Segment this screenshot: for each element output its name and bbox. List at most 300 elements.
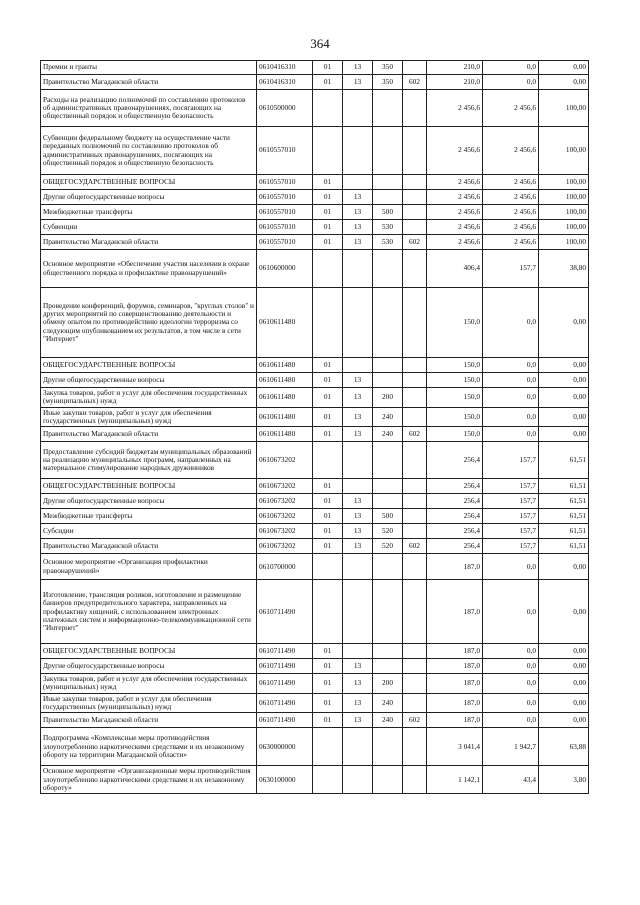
row-percent: 61,51 [539, 442, 589, 479]
row-section: 01 [313, 373, 343, 388]
row-percent: 0,00 [539, 288, 589, 358]
row-expense-type [373, 190, 403, 205]
row-code: 0610557010 [257, 220, 313, 235]
row-subsection [343, 580, 373, 644]
row-name: Субвенции [41, 220, 257, 235]
row-fact-amount: 157,7 [483, 479, 539, 494]
row-plan-amount: 256,4 [427, 524, 483, 539]
row-fact-amount: 0,0 [483, 288, 539, 358]
row-fact-amount: 1 942,7 [483, 728, 539, 766]
row-subsection [343, 554, 373, 580]
row-percent: 38,80 [539, 250, 589, 288]
row-code: 0610557010 [257, 205, 313, 220]
row-percent: 0,00 [539, 407, 589, 427]
row-section: 01 [313, 407, 343, 427]
row-fact-amount: 157,7 [483, 509, 539, 524]
row-admin-code [403, 90, 427, 127]
row-admin-code [403, 61, 427, 75]
row-name: Межбюджетные трансферты [41, 205, 257, 220]
row-section: 01 [313, 220, 343, 235]
row-plan-amount: 256,4 [427, 494, 483, 509]
row-code: 0610673202 [257, 494, 313, 509]
row-subsection: 13 [343, 61, 373, 75]
row-code: 0610557010 [257, 127, 313, 175]
row-plan-amount: 2 456,6 [427, 175, 483, 190]
row-code: 0610611480 [257, 427, 313, 442]
table-row [41, 509, 589, 524]
row-percent: 61,51 [539, 539, 589, 554]
row-section [313, 554, 343, 580]
row-admin-code [403, 509, 427, 524]
row-subsection: 13 [343, 205, 373, 220]
row-section: 01 [313, 693, 343, 713]
row-admin-code [403, 127, 427, 175]
row-percent: 0,00 [539, 659, 589, 674]
row-admin-code [403, 580, 427, 644]
row-subsection: 13 [343, 509, 373, 524]
row-section [313, 580, 343, 644]
row-fact-amount: 2 456,6 [483, 127, 539, 175]
row-percent: 3,80 [539, 766, 589, 794]
table-row [41, 358, 589, 373]
row-expense-type [373, 766, 403, 794]
page-number: 364 [310, 36, 330, 51]
row-code: 0610500000 [257, 90, 313, 127]
row-name: ОБЩЕГОСУДАРСТВЕННЫЕ ВОПРОСЫ [41, 644, 257, 659]
row-section [313, 288, 343, 358]
row-code: 0610711490 [257, 693, 313, 713]
row-section: 01 [313, 190, 343, 205]
row-expense-type [373, 442, 403, 479]
row-code: 0610600000 [257, 250, 313, 288]
row-plan-amount: 256,4 [427, 509, 483, 524]
row-name: ОБЩЕГОСУДАРСТВЕННЫЕ ВОПРОСЫ [41, 479, 257, 494]
row-percent: 0,00 [539, 75, 589, 90]
row-plan-amount: 2 456,6 [427, 235, 483, 250]
row-percent: 100,00 [539, 205, 589, 220]
row-percent: 61,51 [539, 524, 589, 539]
row-fact-amount: 157,7 [483, 524, 539, 539]
row-fact-amount: 157,7 [483, 250, 539, 288]
table-row [41, 127, 589, 175]
row-fact-amount: 2 456,6 [483, 90, 539, 127]
row-name: ОБЩЕГОСУДАРСТВЕННЫЕ ВОПРОСЫ [41, 358, 257, 373]
row-subsection: 13 [343, 659, 373, 674]
row-plan-amount: 187,0 [427, 554, 483, 580]
row-name: Правительство Магаданской области [41, 235, 257, 250]
row-name: Проведение конференций, форумов, семинаров, "круглых столов" и других мероприятий по совершенствованию деятельности и обмену опытом по противодействию идеологии терроризма со следующим опубликованием их результатов, в том числе в сети "Интернет" [41, 288, 257, 358]
row-admin-code: 602 [403, 539, 427, 554]
row-name: Закупка товаров, работ и услуг для обеспечения государственных (муниципальных) нужд [41, 388, 257, 408]
row-expense-type [373, 728, 403, 766]
row-plan-amount: 150,0 [427, 373, 483, 388]
row-code: 0610673202 [257, 524, 313, 539]
row-code: 0610611480 [257, 407, 313, 427]
row-code: 0610416310 [257, 75, 313, 90]
row-name: Основное мероприятие «Организационные меры противодействия злоупотреблению наркотическими средствами и их незаконному обороту» [41, 766, 257, 794]
row-section: 01 [313, 205, 343, 220]
row-code: 0610673202 [257, 509, 313, 524]
row-section [313, 127, 343, 175]
row-section [313, 766, 343, 794]
row-percent: 0,00 [539, 427, 589, 442]
row-fact-amount: 0,0 [483, 61, 539, 75]
row-name: Основное мероприятие «Обеспечение участия населения в охране общественного порядка и профилактике правонарушений» [41, 250, 257, 288]
row-percent: 100,00 [539, 220, 589, 235]
row-percent: 0,00 [539, 388, 589, 408]
row-name: Изготовление, трансляция роликов, изготовление и размещение баннеров предупредительного характера, направленных на профилактику хищений, с использованием электронных платежных систем и информационно-телекоммуникационной сети "Интернет" [41, 580, 257, 644]
row-expense-type: 520 [373, 539, 403, 554]
row-expense-type: 240 [373, 407, 403, 427]
row-name: Премии и гранты [41, 61, 257, 75]
row-subsection [343, 442, 373, 479]
row-admin-code [403, 693, 427, 713]
row-percent: 100,00 [539, 175, 589, 190]
row-code: 0610557010 [257, 175, 313, 190]
row-expense-type: 500 [373, 205, 403, 220]
table-row [41, 693, 589, 713]
row-fact-amount: 0,0 [483, 713, 539, 728]
row-fact-amount: 0,0 [483, 580, 539, 644]
row-fact-amount: 0,0 [483, 75, 539, 90]
row-fact-amount: 2 456,6 [483, 220, 539, 235]
row-percent: 61,51 [539, 479, 589, 494]
row-plan-amount: 150,0 [427, 407, 483, 427]
row-admin-code [403, 220, 427, 235]
table-row [41, 61, 589, 75]
row-section [313, 250, 343, 288]
row-subsection [343, 358, 373, 373]
row-expense-type: 240 [373, 693, 403, 713]
table-row [41, 713, 589, 728]
row-expense-type: 500 [373, 509, 403, 524]
row-percent: 0,00 [539, 644, 589, 659]
row-expense-type: 520 [373, 524, 403, 539]
row-name: Основное мероприятие «Организация профилактики правонарушений» [41, 554, 257, 580]
table-row [41, 407, 589, 427]
row-plan-amount: 2 456,6 [427, 127, 483, 175]
row-name: Правительство Магаданской области [41, 713, 257, 728]
row-code: 0610711490 [257, 674, 313, 694]
row-admin-code [403, 766, 427, 794]
row-admin-code [403, 524, 427, 539]
row-admin-code: 602 [403, 713, 427, 728]
row-plan-amount: 256,4 [427, 479, 483, 494]
row-expense-type: 530 [373, 220, 403, 235]
row-code: 0610611480 [257, 288, 313, 358]
row-code: 0610611480 [257, 358, 313, 373]
row-admin-code [403, 479, 427, 494]
row-admin-code [403, 494, 427, 509]
row-expense-type [373, 494, 403, 509]
row-expense-type: 350 [373, 75, 403, 90]
row-subsection: 13 [343, 674, 373, 694]
row-plan-amount: 150,0 [427, 358, 483, 373]
row-plan-amount: 256,4 [427, 442, 483, 479]
row-code: 0630100000 [257, 766, 313, 794]
row-admin-code [403, 250, 427, 288]
row-subsection: 13 [343, 220, 373, 235]
row-plan-amount: 187,0 [427, 713, 483, 728]
row-code: 0610711490 [257, 644, 313, 659]
row-subsection: 13 [343, 190, 373, 205]
row-fact-amount: 2 456,6 [483, 175, 539, 190]
budget-table [40, 60, 589, 794]
row-section: 01 [313, 479, 343, 494]
row-name: Другие общегосударственные вопросы [41, 373, 257, 388]
row-plan-amount: 2 456,6 [427, 190, 483, 205]
row-admin-code [403, 554, 427, 580]
row-name: Межбюджетные трансферты [41, 509, 257, 524]
row-percent: 100,00 [539, 190, 589, 205]
row-name: Субвенции федеральному бюджету на осуществление части переданных полномочий по составлению протоколов об административных правонарушениях, посягающих на общественный порядок и общественную безопасность [41, 127, 257, 175]
row-name: Подпрограмма «Комплексные меры противодействия злоупотреблению наркотическими средствами и их незаконному обороту на территории Магаданской области» [41, 728, 257, 766]
row-fact-amount: 2 456,6 [483, 205, 539, 220]
row-admin-code [403, 659, 427, 674]
row-code: 0630000000 [257, 728, 313, 766]
row-percent: 0,00 [539, 713, 589, 728]
row-section: 01 [313, 175, 343, 190]
row-section: 01 [313, 659, 343, 674]
row-subsection: 13 [343, 427, 373, 442]
row-subsection: 13 [343, 388, 373, 408]
row-subsection: 13 [343, 524, 373, 539]
row-fact-amount: 2 456,6 [483, 190, 539, 205]
row-section: 01 [313, 427, 343, 442]
row-name: ОБЩЕГОСУДАРСТВЕННЫЕ ВОПРОСЫ [41, 175, 257, 190]
table-row [41, 479, 589, 494]
row-section: 01 [313, 674, 343, 694]
table-row [41, 288, 589, 358]
row-fact-amount: 0,0 [483, 554, 539, 580]
row-subsection: 13 [343, 713, 373, 728]
row-expense-type: 240 [373, 713, 403, 728]
row-subsection [343, 728, 373, 766]
row-section [313, 728, 343, 766]
row-percent: 0,00 [539, 580, 589, 644]
row-code: 0610611480 [257, 388, 313, 408]
row-admin-code [403, 190, 427, 205]
table-row [41, 728, 589, 766]
table-row [41, 494, 589, 509]
row-plan-amount: 2 456,6 [427, 205, 483, 220]
table-row [41, 205, 589, 220]
row-name: Правительство Магаданской области [41, 539, 257, 554]
table-row [41, 90, 589, 127]
row-subsection [343, 90, 373, 127]
row-section: 01 [313, 494, 343, 509]
row-subsection: 13 [343, 407, 373, 427]
row-admin-code [403, 175, 427, 190]
table-row [41, 175, 589, 190]
row-plan-amount: 256,4 [427, 539, 483, 554]
row-fact-amount: 0,0 [483, 427, 539, 442]
row-percent: 0,00 [539, 693, 589, 713]
row-name: Субсидии [41, 524, 257, 539]
row-section: 01 [313, 235, 343, 250]
row-admin-code [403, 205, 427, 220]
row-expense-type [373, 250, 403, 288]
row-fact-amount: 0,0 [483, 693, 539, 713]
row-admin-code: 602 [403, 427, 427, 442]
table-row [41, 554, 589, 580]
row-percent: 0,00 [539, 61, 589, 75]
row-code: 0610416310 [257, 61, 313, 75]
row-section: 01 [313, 644, 343, 659]
row-code: 0610711490 [257, 659, 313, 674]
row-code: 0610557010 [257, 235, 313, 250]
row-expense-type [373, 479, 403, 494]
row-admin-code [403, 358, 427, 373]
row-plan-amount: 210,0 [427, 61, 483, 75]
row-plan-amount: 187,0 [427, 659, 483, 674]
row-code: 0610673202 [257, 539, 313, 554]
row-percent: 61,51 [539, 509, 589, 524]
row-plan-amount: 187,0 [427, 693, 483, 713]
table-row [41, 674, 589, 694]
row-fact-amount: 2 456,6 [483, 235, 539, 250]
table-row [41, 427, 589, 442]
row-subsection: 13 [343, 235, 373, 250]
row-section: 01 [313, 75, 343, 90]
row-code: 0610700000 [257, 554, 313, 580]
row-admin-code [403, 388, 427, 408]
row-name: Другие общегосударственные вопросы [41, 190, 257, 205]
row-subsection: 13 [343, 75, 373, 90]
row-percent: 63,88 [539, 728, 589, 766]
row-section: 01 [313, 539, 343, 554]
row-section [313, 90, 343, 127]
row-subsection [343, 288, 373, 358]
table-body [41, 61, 589, 794]
table-row [41, 644, 589, 659]
row-fact-amount: 0,0 [483, 659, 539, 674]
row-name: Иные закупки товаров, работ и услуг для обеспечения государственных (муниципальных) нужд [41, 407, 257, 427]
row-name: Закупка товаров, работ и услуг для обеспечения государственных (муниципальных) нужд [41, 674, 257, 694]
row-subsection [343, 127, 373, 175]
row-admin-code [403, 644, 427, 659]
row-plan-amount: 187,0 [427, 674, 483, 694]
row-expense-type [373, 580, 403, 644]
row-expense-type [373, 90, 403, 127]
row-expense-type [373, 288, 403, 358]
row-expense-type: 200 [373, 388, 403, 408]
row-plan-amount: 406,4 [427, 250, 483, 288]
row-code: 0610673202 [257, 442, 313, 479]
row-fact-amount: 157,7 [483, 539, 539, 554]
row-subsection [343, 644, 373, 659]
row-plan-amount: 187,0 [427, 644, 483, 659]
table-row [41, 250, 589, 288]
row-percent: 0,00 [539, 358, 589, 373]
row-code: 0610711490 [257, 713, 313, 728]
row-plan-amount: 2 456,6 [427, 220, 483, 235]
row-section: 01 [313, 61, 343, 75]
row-section [313, 442, 343, 479]
row-code: 0610673202 [257, 479, 313, 494]
row-name: Другие общегосударственные вопросы [41, 659, 257, 674]
row-percent: 0,00 [539, 554, 589, 580]
row-expense-type [373, 127, 403, 175]
row-percent: 100,00 [539, 90, 589, 127]
row-fact-amount: 157,7 [483, 442, 539, 479]
row-percent: 0,00 [539, 373, 589, 388]
table-row [41, 220, 589, 235]
row-expense-type [373, 373, 403, 388]
row-expense-type: 200 [373, 674, 403, 694]
row-plan-amount: 150,0 [427, 388, 483, 408]
row-fact-amount: 0,0 [483, 388, 539, 408]
row-section: 01 [313, 713, 343, 728]
table-row [41, 75, 589, 90]
row-section: 01 [313, 524, 343, 539]
row-fact-amount: 157,7 [483, 494, 539, 509]
table-row [41, 659, 589, 674]
row-plan-amount: 3 041,4 [427, 728, 483, 766]
row-percent: 0,00 [539, 674, 589, 694]
row-fact-amount: 0,0 [483, 407, 539, 427]
row-admin-code: 602 [403, 235, 427, 250]
row-code: 0610611480 [257, 373, 313, 388]
row-admin-code [403, 288, 427, 358]
row-plan-amount: 2 456,6 [427, 90, 483, 127]
row-subsection: 13 [343, 494, 373, 509]
row-name: Иные закупки товаров, работ и услуг для обеспечения государственных (муниципальных) нужд [41, 693, 257, 713]
row-subsection: 13 [343, 539, 373, 554]
table-row [41, 373, 589, 388]
row-section: 01 [313, 388, 343, 408]
row-percent: 100,00 [539, 127, 589, 175]
row-subsection [343, 766, 373, 794]
table-row [41, 539, 589, 554]
row-fact-amount: 0,0 [483, 674, 539, 694]
row-expense-type: 530 [373, 235, 403, 250]
row-name: Правительство Магаданской области [41, 427, 257, 442]
row-expense-type: 350 [373, 61, 403, 75]
row-code: 0610711490 [257, 580, 313, 644]
row-admin-code [403, 407, 427, 427]
table-row [41, 388, 589, 408]
row-plan-amount: 150,0 [427, 288, 483, 358]
row-admin-code: 602 [403, 75, 427, 90]
row-admin-code [403, 728, 427, 766]
table-row [41, 766, 589, 794]
row-expense-type [373, 175, 403, 190]
row-fact-amount: 0,0 [483, 358, 539, 373]
row-fact-amount: 0,0 [483, 373, 539, 388]
row-percent: 100,00 [539, 235, 589, 250]
table-row [41, 580, 589, 644]
row-expense-type [373, 659, 403, 674]
row-plan-amount: 187,0 [427, 580, 483, 644]
row-admin-code [403, 674, 427, 694]
row-expense-type [373, 358, 403, 373]
row-percent: 61,51 [539, 494, 589, 509]
row-section: 01 [313, 358, 343, 373]
row-name: Предоставление субсидий бюджетам муниципальных образований на реализацию муниципальных программ, направленных на материальное стимулирование народных дружинников [41, 442, 257, 479]
row-expense-type [373, 644, 403, 659]
row-expense-type: 240 [373, 427, 403, 442]
row-plan-amount: 210,0 [427, 75, 483, 90]
row-subsection [343, 175, 373, 190]
row-fact-amount: 43,4 [483, 766, 539, 794]
row-plan-amount: 1 142,1 [427, 766, 483, 794]
row-section: 01 [313, 509, 343, 524]
row-name: Расходы на реализацию полномочий по составлению протоколов об административных правонарушениях, посягающих на общественный порядок и общественную безопасность [41, 90, 257, 127]
row-subsection: 13 [343, 373, 373, 388]
table-row [41, 442, 589, 479]
table-row [41, 190, 589, 205]
